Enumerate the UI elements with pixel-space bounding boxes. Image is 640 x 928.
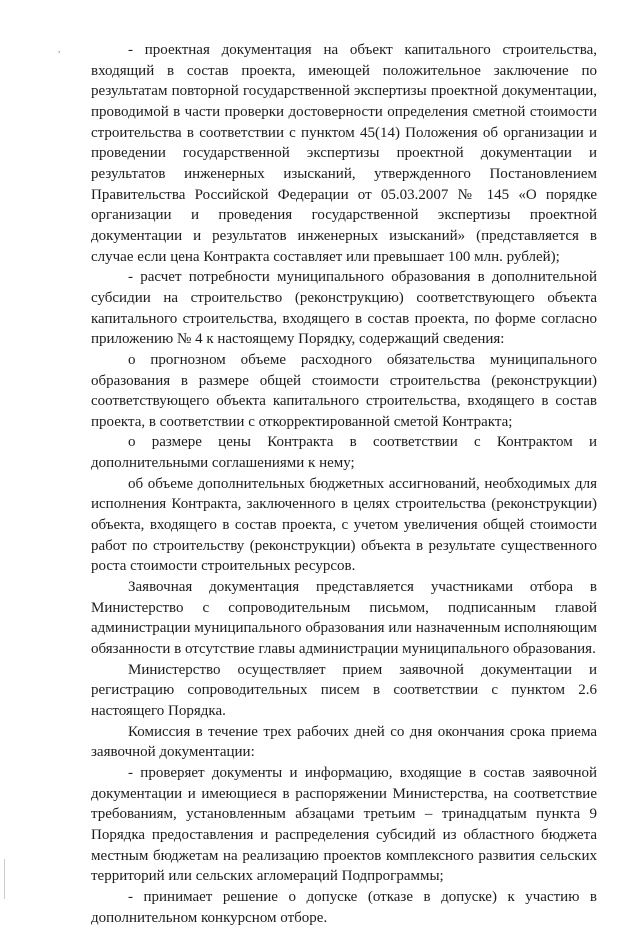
document-body [91, 40, 597, 928]
paragraph-subsidy-calculation: - расчет потребности муниципального образования в дополнительной субсидии на строительство (реконструкцию) соответствующего объекта капитального строительства, входящего в состав проекта, по форме согласно приложению № 4 к настоящему Порядку, содержащий сведения: [91, 269, 597, 348]
paragraph-commission-review: Комиссия в течение трех рабочих дней со дня окончания срока приема заявочной документации: [91, 723, 597, 761]
scan-edge-mark [4, 859, 5, 899]
paragraph-document-check: - проверяет документы и информацию, входящие в состав заявочной документации и имеющиеся в распоряжении Министерства, на соответствие требованиям, установленным абзацами третьим – тринадцатым пункта 9 Порядка предоставления и распределения субсидий из областного бюджета местным бюджетам на реализацию проектов комплексного развития сельских территорий или сельских агломераций Подпрограммы; [91, 764, 597, 885]
paragraph-ministry-registration: Министерство осуществляет прием заявочной документации и регистрацию сопроводительных писем в соответствии с пунктом 2.6 настоящего Порядка. [91, 661, 597, 719]
paragraph-application-submission: Заявочная документация представляется участниками отбора в Министерство с сопроводительным письмом, подписанным главой администрации муниципального образования или назначенным исполняющим обязанности в отсутствие главы администрации муниципального образования. [91, 579, 597, 658]
paragraph-admission-decision: - принимает решение о допуске (отказе в допуске) к участию в дополнительном конкурсном отборе. [91, 888, 597, 926]
paragraph-expenditure-obligation: о прогнозном объеме расходного обязательства муниципального образования в размере общей стоимости строительства (реконструкции) соответствующего объекта капитального строительства, входящего в состав проекта, в соответствии с откорректированной сметой Контракта; [91, 351, 597, 430]
paragraph-design-documentation: - проектная документация на объект капитального строительства, входящий в состав проекта, имеющей положительное заключение по результатам повторной государственной экспертизы проектной документации, проводимой в части проверки достоверности определения сметной стоимости строительства в соответствии с пунктом 45(14) Положения об организации и проведении государственной экспертизы проектной документации и результатов инженерных изысканий, утвержденного Постановлением Правительства Российской Федерации от 05.03.2007 № 145 «О порядке организации и проведения государственной экспертизы проектной документации и результатов инженерных изысканий» (представляется в случае если цена Контракта составляет или превышает 100 млн. рублей); [91, 42, 597, 265]
paragraph-additional-allocations: об объеме дополнительных бюджетных ассигнований, необходимых для исполнения Контракта, заключенного в целях строительства (реконструкции) объекта, входящего в состав проекта, с учетом увеличения общей стоимости работ по строительству (реконструкции) объекта в результате существенного роста стоимости строительных ресурсов. [91, 475, 597, 575]
paragraph-contract-price: о размере цены Контракта в соответствии с Контрактом и дополнительными соглашениями к нему; [91, 434, 597, 472]
scan-speck: , [58, 44, 61, 54]
